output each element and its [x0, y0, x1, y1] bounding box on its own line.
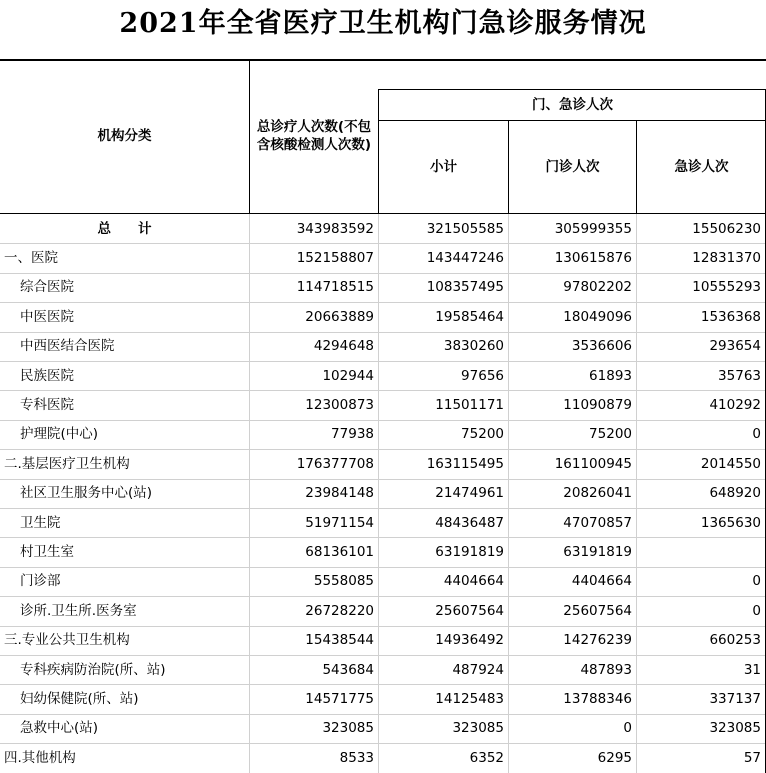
- table-row: [0, 479, 766, 508]
- cell-outpatient: 161100945: [554, 455, 632, 472]
- cell-subtotal: 14125483: [435, 691, 504, 708]
- table-row: [0, 567, 766, 596]
- row-label: 一、医院: [4, 250, 58, 267]
- table-row: [0, 684, 766, 713]
- row-label: 民族医院: [20, 367, 74, 384]
- table-row: [0, 243, 766, 272]
- row-divider: [0, 361, 766, 362]
- cell-subtotal: 321505585: [426, 220, 504, 237]
- cell-subtotal: 97656: [461, 367, 504, 384]
- cell-outpatient: 97802202: [563, 279, 632, 296]
- header-divider: [249, 59, 250, 214]
- cell-total: 23984148: [305, 485, 374, 502]
- cell-subtotal: 21474961: [435, 485, 504, 502]
- table-row: [0, 449, 766, 478]
- table-row: [0, 273, 766, 302]
- cell-subtotal: 108357495: [426, 279, 504, 296]
- cell-emergency: 1536368: [700, 308, 761, 325]
- table-row: [0, 508, 766, 537]
- cell-outpatient: 305999355: [554, 220, 632, 237]
- row-label: 妇幼保健院(所、站): [20, 691, 139, 708]
- column-divider: [508, 214, 509, 773]
- data-table: [0, 59, 766, 766]
- cell-emergency: 1365630: [700, 514, 761, 531]
- cell-total: 152158807: [296, 250, 374, 267]
- row-label: 专科医院: [20, 397, 74, 414]
- cell-total: 5558085: [313, 573, 374, 590]
- header-outpatient: 门诊人次: [545, 159, 600, 175]
- cell-total: 102944: [322, 367, 374, 384]
- cell-subtotal: 14936492: [435, 632, 504, 649]
- cell-subtotal: 75200: [461, 426, 504, 443]
- row-divider: [0, 273, 766, 274]
- cell-subtotal: 487924: [452, 661, 504, 678]
- cell-subtotal: 19585464: [435, 308, 504, 325]
- table-row: [0, 361, 766, 390]
- cell-subtotal: 323085: [452, 720, 504, 737]
- row-divider: [0, 714, 766, 715]
- cell-outpatient: 6295: [597, 749, 632, 766]
- row-divider: [0, 537, 766, 538]
- cell-total: 176377708: [296, 455, 374, 472]
- row-divider: [0, 449, 766, 450]
- cell-emergency: 31: [743, 661, 761, 678]
- cell-outpatient: 25607564: [563, 602, 632, 619]
- cell-emergency: 648920: [709, 485, 761, 502]
- table-row: [0, 743, 766, 772]
- row-label: 综合医院: [20, 279, 74, 296]
- cell-subtotal: 6352: [469, 749, 504, 766]
- cell-emergency: 660253: [709, 632, 761, 649]
- table-top-border: [0, 59, 766, 61]
- row-divider: [0, 567, 766, 568]
- cell-emergency: 2014550: [700, 455, 761, 472]
- table-row: [0, 655, 766, 684]
- column-divider: [378, 214, 379, 773]
- cell-emergency: 0: [752, 573, 761, 590]
- cell-emergency: 410292: [709, 397, 761, 414]
- cell-subtotal: 25607564: [435, 602, 504, 619]
- row-label: 护理院(中心): [20, 426, 99, 443]
- cell-emergency: 10555293: [692, 279, 761, 296]
- row-divider: [0, 626, 766, 627]
- cell-outpatient: 63191819: [563, 544, 632, 561]
- row-divider: [0, 420, 766, 421]
- header-subtotal: 小计: [430, 159, 457, 175]
- header-category: 机构分类: [97, 128, 152, 144]
- column-divider: [249, 214, 250, 773]
- row-divider: [0, 479, 766, 480]
- cell-subtotal: 63191819: [435, 544, 504, 561]
- cell-emergency: 293654: [709, 338, 761, 355]
- header-divider: [378, 89, 379, 214]
- cell-emergency: 57: [743, 749, 761, 766]
- cell-outpatient: 61893: [589, 367, 632, 384]
- row-divider: [0, 596, 766, 597]
- row-divider: [0, 743, 766, 744]
- row-divider: [0, 655, 766, 656]
- cell-subtotal: 3830260: [443, 338, 504, 355]
- cell-outpatient: 18049096: [563, 308, 632, 325]
- cell-total: 343983592: [296, 220, 374, 237]
- table-row: [0, 537, 766, 566]
- header-group: 门、急诊人次: [532, 96, 613, 113]
- cell-total: 543684: [322, 661, 374, 678]
- cell-emergency: 337137: [709, 691, 761, 708]
- header-bottom-border: [0, 213, 766, 214]
- cell-outpatient: 47070857: [563, 514, 632, 531]
- group-top-border: [379, 89, 766, 90]
- page-title: 2021年全省医疗卫生机构门急诊服务情况: [119, 8, 647, 39]
- cell-outpatient: 13788346: [563, 691, 632, 708]
- header-divider: [508, 120, 509, 214]
- cell-total: 4294648: [313, 338, 374, 355]
- row-label: 急救中心(站): [20, 720, 99, 737]
- column-divider: [636, 214, 637, 773]
- cell-outpatient: 3536606: [571, 338, 632, 355]
- table-row: [0, 332, 766, 361]
- cell-total: 12300873: [305, 397, 374, 414]
- row-label: 总 计: [97, 220, 152, 237]
- row-divider: [0, 390, 766, 391]
- row-label: 诊所.卫生所.医务室: [20, 602, 137, 619]
- row-label: 四.其他机构: [4, 749, 76, 766]
- cell-subtotal: 4404664: [443, 573, 504, 590]
- table-row: [0, 420, 766, 449]
- header-emergency: 急诊人次: [674, 159, 729, 175]
- table-row: [0, 302, 766, 331]
- cell-emergency: 15506230: [692, 220, 761, 237]
- cell-total: 15438544: [305, 632, 374, 649]
- cell-emergency: 0: [752, 602, 761, 619]
- row-divider: [0, 684, 766, 685]
- cell-subtotal: 143447246: [426, 250, 504, 267]
- cell-subtotal: 163115495: [426, 455, 504, 472]
- cell-subtotal: 48436487: [435, 514, 504, 531]
- cell-outpatient: 130615876: [554, 250, 632, 267]
- cell-outpatient: 14276239: [563, 632, 632, 649]
- table-row: [0, 214, 766, 243]
- cell-outpatient: 4404664: [571, 573, 632, 590]
- cell-emergency: 323085: [709, 720, 761, 737]
- row-divider: [0, 332, 766, 333]
- cell-total: 51971154: [305, 514, 374, 531]
- table-row: [0, 626, 766, 655]
- row-label: 村卫生室: [20, 544, 74, 561]
- cell-total: 323085: [322, 720, 374, 737]
- cell-total: 14571775: [305, 691, 374, 708]
- cell-outpatient: 0: [623, 720, 632, 737]
- row-divider: [0, 302, 766, 303]
- cell-total: 114718515: [296, 279, 374, 296]
- cell-emergency: 35763: [718, 367, 761, 384]
- row-divider: [0, 243, 766, 244]
- header-divider: [636, 120, 637, 214]
- table-row: [0, 714, 766, 743]
- cell-total: 26728220: [305, 602, 374, 619]
- table-row: [0, 390, 766, 419]
- row-label: 中医医院: [20, 308, 74, 325]
- header-total-visits: 总诊疗人次数(不包含核酸检测人次数): [256, 119, 372, 153]
- row-divider: [0, 508, 766, 509]
- row-label: 社区卫生服务中心(站): [20, 485, 153, 502]
- cell-subtotal: 11501171: [435, 397, 504, 414]
- row-label: 二.基层医疗卫生机构: [4, 455, 130, 472]
- cell-outpatient: 20826041: [563, 485, 632, 502]
- cell-emergency: 0: [752, 426, 761, 443]
- cell-outpatient: 487893: [580, 661, 632, 678]
- cell-emergency: 12831370: [692, 250, 761, 267]
- cell-outpatient: 75200: [589, 426, 632, 443]
- row-label: 专科疾病防治院(所、站): [20, 661, 166, 678]
- cell-emergency: [637, 537, 765, 566]
- row-label: 门诊部: [20, 573, 61, 590]
- table-row: [0, 596, 766, 625]
- row-label: 中西医结合医院: [20, 338, 115, 355]
- group-bottom-border: [379, 120, 766, 121]
- cell-total: 8533: [339, 749, 374, 766]
- row-label: 三.专业公共卫生机构: [4, 632, 130, 649]
- row-label: 卫生院: [20, 514, 61, 531]
- cell-total: 68136101: [305, 544, 374, 561]
- cell-outpatient: 11090879: [563, 397, 632, 414]
- cell-total: 20663889: [305, 308, 374, 325]
- cell-total: 77938: [331, 426, 374, 443]
